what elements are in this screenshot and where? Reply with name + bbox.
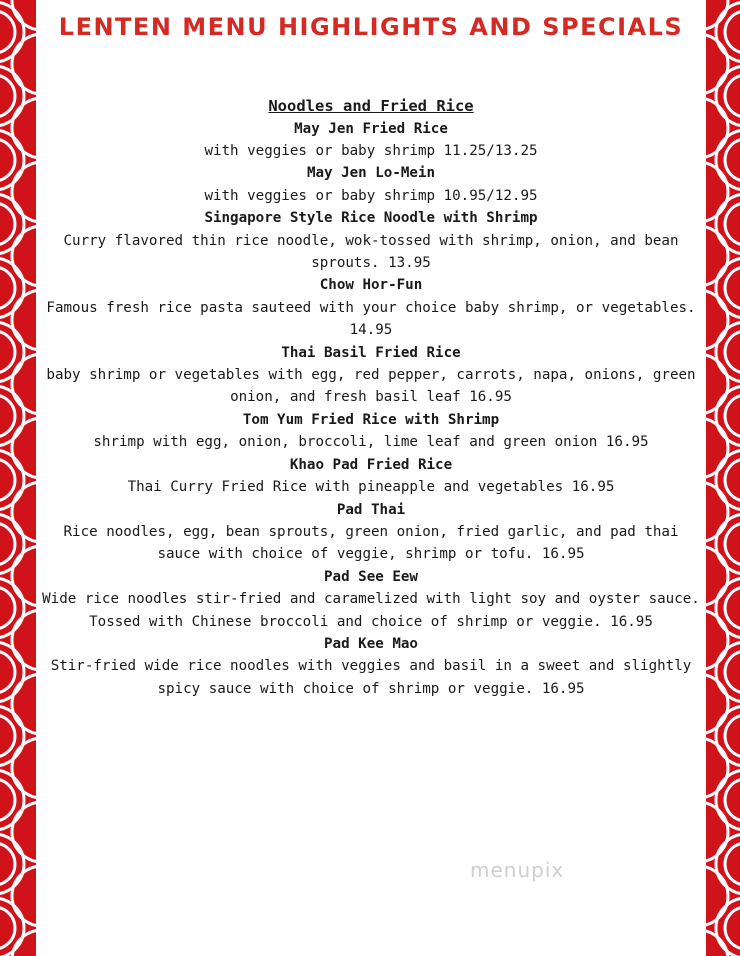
item-name: Thai Basil Fried Rice <box>281 344 461 361</box>
menu-page <box>36 0 706 956</box>
item-name: May Jen Fried Rice <box>294 120 448 137</box>
item-description: Stir-fried wide rice noodles with veggies and basil in a sweet and slightly spicy sauce with choice of shrimp or veggie. 16.95 <box>50 658 692 697</box>
wave-pattern-left <box>0 0 36 956</box>
menu-item <box>36 342 706 409</box>
watermark: menupix <box>470 858 565 882</box>
item-name: May Jen Lo-Mein <box>306 165 436 182</box>
menu-item <box>36 118 706 163</box>
menu-section <box>36 95 706 700</box>
wave-pattern-right <box>706 0 740 956</box>
decorative-border-right <box>706 0 740 956</box>
menu-item <box>36 454 706 499</box>
item-description: Famous fresh rice pasta sauteed with your choice baby shrimp, or vegetables. 14.95 <box>46 299 696 339</box>
item-description: Wide rice noodles stir-fried and caramelized with light soy and oyster sauce. Tossed with Chinese broccoli and choice of shrimp or veggie. 16.95 <box>42 591 700 630</box>
menu-item <box>36 162 706 207</box>
item-description: shrimp with egg, onion, broccoli, lime leaf and green onion 16.95 <box>93 434 649 451</box>
item-description: with veggies or baby shrimp 10.95/12.95 <box>204 187 538 204</box>
item-description: with veggies or baby shrimp 11.25/13.25 <box>204 143 538 159</box>
menu-item <box>36 274 706 341</box>
section-heading: Noodles and Fried Rice <box>268 97 474 115</box>
decorative-border-left <box>0 0 36 956</box>
menu-item <box>36 499 706 566</box>
item-description: Rice noodles, egg, bean sprouts, green onion, fried garlic, and pad thai sauce with choice of veggie, shrimp or tofu. 16.95 <box>63 523 679 563</box>
menu-item <box>36 566 706 633</box>
menu-item <box>36 409 706 454</box>
item-name: Chow Hor-Fun <box>319 277 423 294</box>
item-description: baby shrimp or vegetables with egg, red pepper, carrots, napa, onions, green onion, and fresh basil leaf 16.95 <box>46 367 696 406</box>
item-name: Pad Kee Mao <box>324 635 418 652</box>
item-name: Pad See Eew <box>324 568 418 585</box>
item-name: Pad Thai <box>336 501 406 518</box>
menu-title: LENTEN MENU HIGHLIGHTS AND SPECIALS <box>58 13 684 41</box>
item-description: Thai Curry Fried Rice with pineapple and vegetables 16.95 <box>127 479 615 496</box>
item-name: Tom Yum Fried Rice with Shrimp <box>242 411 500 428</box>
item-name: Singapore Style Rice Noodle with Shrimp <box>204 210 538 227</box>
item-name: Khao Pad Fried Rice <box>289 456 453 473</box>
menu-item <box>36 207 706 274</box>
item-description: Curry flavored thin rice noodle, wok-tossed with shrimp, onion, and bean sprouts. 13.95 <box>63 232 679 272</box>
menu-item <box>36 633 706 700</box>
